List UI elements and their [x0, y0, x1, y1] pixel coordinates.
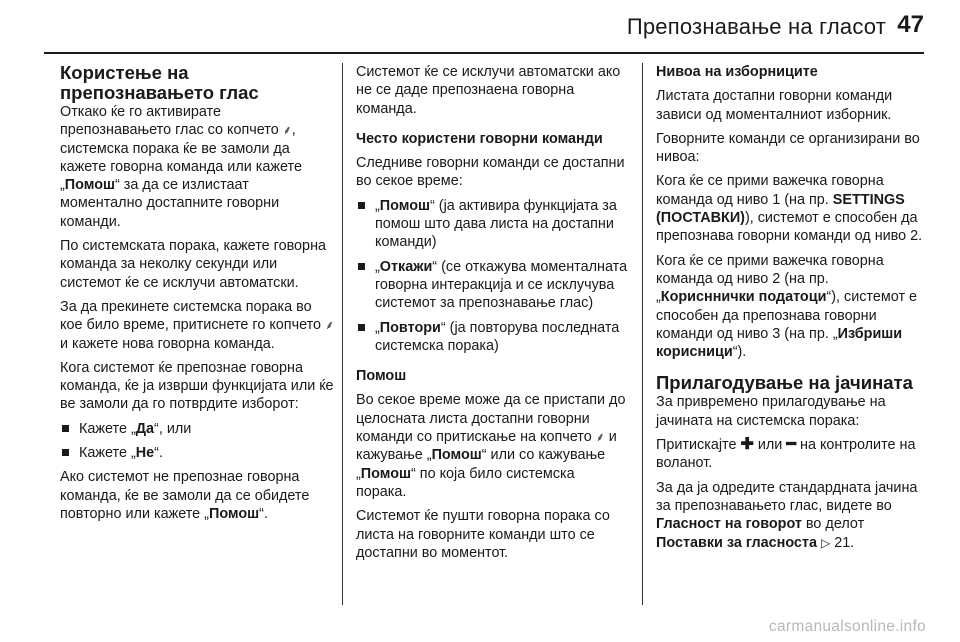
paragraph — [60, 103, 335, 231]
voice-icon: ⸙ — [282, 123, 292, 138]
voice-icon: ⸙ — [595, 430, 605, 445]
watermark: carmanualsonline.info — [768, 618, 926, 635]
column-divider-1 — [342, 63, 343, 605]
page-number: 47 — [897, 11, 924, 38]
text: “ за да се излистаат моментално достапните говорни команди. — [60, 177, 280, 230]
list-item: Кажете „Да“, или — [60, 420, 335, 438]
paragraph: За привремено прилагодување на јачината на системска порака: — [656, 394, 886, 429]
paragraph: Ако системот не препознае говорна команда, ќе ве замоли да се обидете повторно или кажете „Помош“. — [60, 469, 310, 522]
confirm-list — [60, 420, 335, 463]
plus-icon: ✚ — [740, 436, 754, 454]
paragraph: Притискајте ✚ или ━ на контролите на воланот. — [656, 436, 916, 472]
column-divider-2 — [642, 63, 643, 605]
section-heading-volume: Прилагодување на јачината — [656, 372, 913, 394]
text: Откако ќе го активирате препознавањето глас со копчето — [60, 104, 283, 139]
text: За да прекинете системска порака во кое било време, притиснете го копчето — [60, 298, 326, 334]
paragraph: Системот ќе се исклучи автоматски ако не се даде препознаена говорна команда. — [356, 64, 621, 117]
list-item: „Повтори“ (ја повторува последната системска порака) — [356, 319, 628, 356]
paragraph: Системот ќе пушти говорна порака со листа на говорните команди што се достапни во моментот. — [356, 508, 610, 561]
column-3 — [656, 63, 928, 558]
paragraph — [60, 298, 335, 353]
list-item: Кажете „Не“. — [60, 444, 335, 462]
column-1 — [60, 63, 335, 529]
text: Помош — [64, 177, 115, 194]
column-2 — [356, 63, 628, 568]
header-rule — [44, 52, 924, 54]
page-header-title: Препознавање на гласот — [626, 14, 886, 39]
section-heading-common-commands: Често користени говорни команди — [356, 130, 603, 147]
paragraph: Во секое време може да се пристапи до целосната листа достапни говорни команди со притискање на копчето ⸙ и кажување „Помош“ или со кажување „Помош“ по која било системска порака. — [356, 392, 626, 500]
paragraph: Кога системот ќе препознае говорна команда, ќе ја изврши функцијата или ќе ве замоли да го потврдите изборот: — [60, 359, 334, 413]
paragraph: По системската порака, кажете говорна команда за неколку секунди или системот ќе се исклучи автоматски. — [60, 238, 327, 291]
minus-icon: ━ — [786, 436, 796, 454]
section-heading-usage: Користење на препознавањето глас — [60, 62, 259, 103]
list-item: „Помош“ (ја активира функцијата за помош што дава листа на достапни команди) — [356, 197, 628, 252]
section-heading-menu-levels: Нивоа на изборниците — [656, 64, 818, 80]
list-item: „Откажи“ (се откажува моменталната говорна интеракција и се исклучува системот за препознавање глас) — [356, 258, 628, 313]
paragraph: Кога ќе се прими важечка говорна команда од ниво 2 (на пр. „Корисннички податоци“), системот е способен да препознава говорни команди од ниво 3 (на пр. „Избриши корисници“). — [656, 252, 918, 361]
paragraph: Говорните команди се организирани во нивоа: — [656, 130, 920, 166]
text: и кажете нова говорна команда. — [60, 335, 275, 352]
section-heading-help: Помош — [356, 368, 407, 385]
text: , системска порака ќе ве замоли да кажете говорна команда или кажете „ — [60, 122, 302, 194]
command-list — [356, 197, 628, 355]
page-reference-icon: ▷ — [821, 535, 831, 550]
paragraph: За да ја одредите стандардната јачина за препознавањето глас, видете во Гласност на говорот во делот Поставки за гласноста ▷ 21. — [656, 479, 918, 551]
paragraph: Кога ќе се прими важечка говорна команда од ниво 1 (на пр. SETTINGS (ПОСТАВКИ)), системот е способен да препознава говорни команди од ниво 2. — [656, 173, 923, 245]
paragraph: Следниве говорни команди се достапни во секое време: — [356, 155, 625, 190]
paragraph: Листата достапни говорни команди зависи од моменталниот изборник. — [656, 88, 893, 123]
voice-icon: ⸙ — [325, 318, 335, 333]
